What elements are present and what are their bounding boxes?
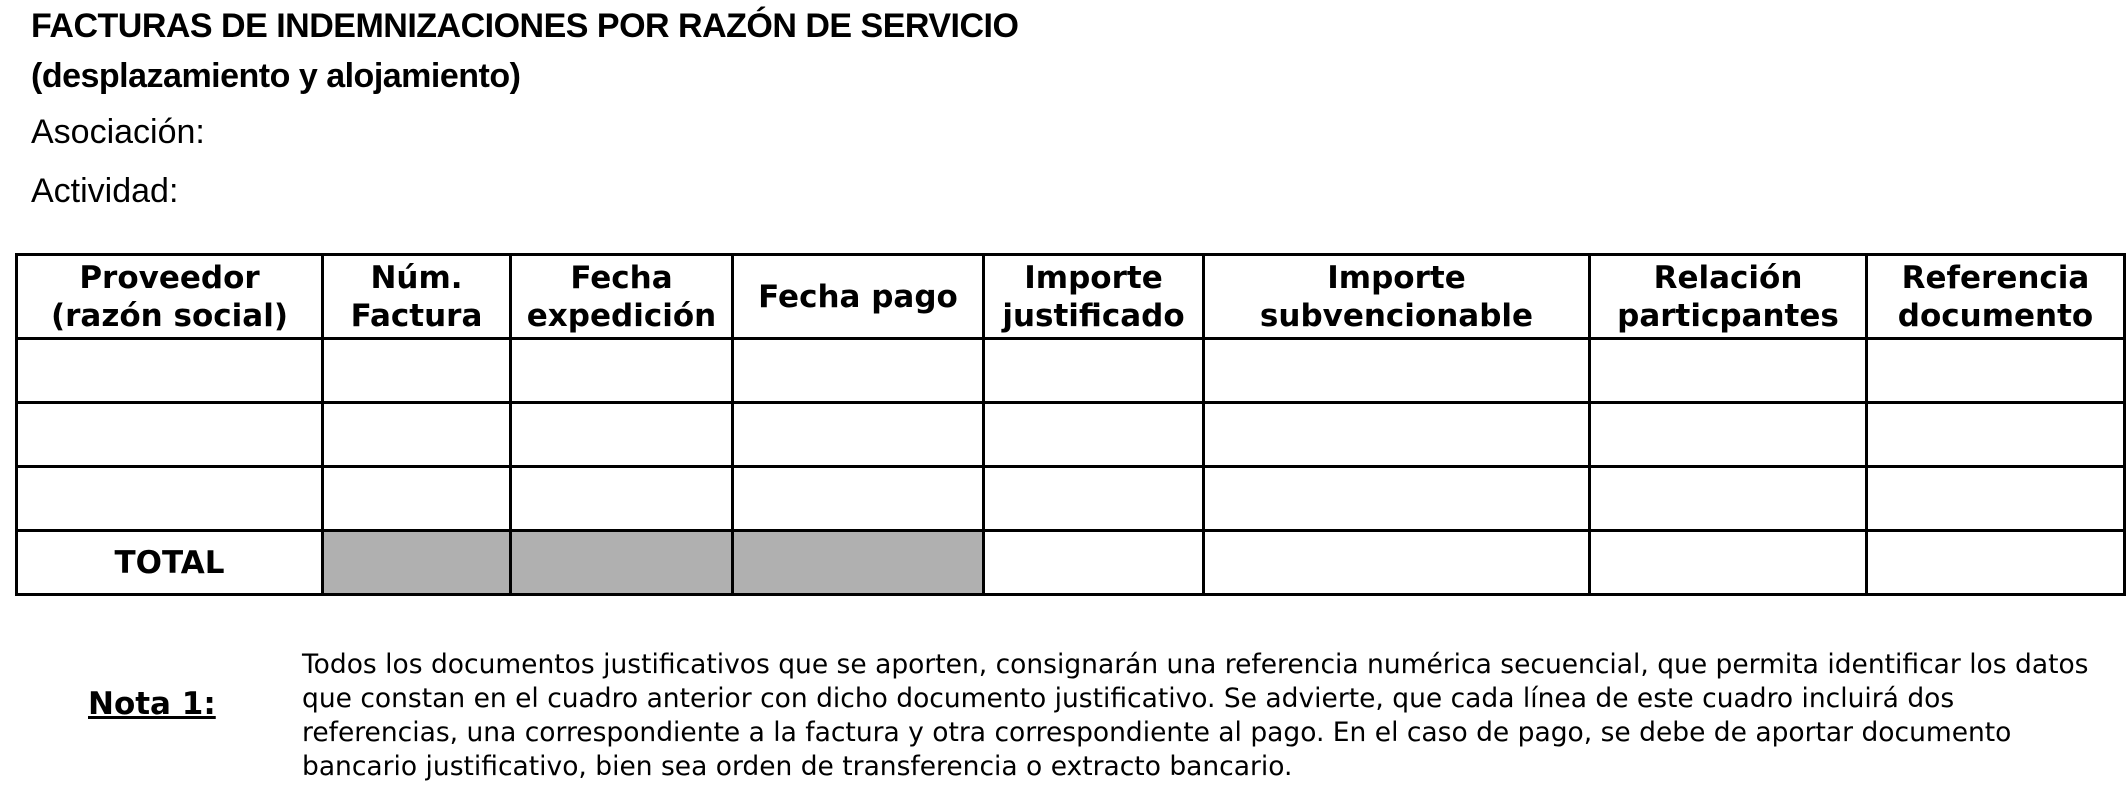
- table-cell[interactable]: [1204, 403, 1590, 467]
- note-text: Todos los documentos justificativos que se aporten, consignarán una referencia numérica secuencial, que permita identificar los datos que constan en el cuadro anterior con dicho documento justificativo. Se advierte, que cada línea de este cuadro incluirá dos referencias, una correspondiente a la factura y otra correspondiente al pago. En el caso de pago, se debe de aportar documento bancario justificativo, bien sea orden de transferencia o extracto bancario.: [302, 649, 2089, 782]
- table-cell[interactable]: [511, 403, 733, 467]
- table-cell[interactable]: [1590, 339, 1867, 403]
- total-importe-subvencionable-cell[interactable]: [1204, 531, 1590, 595]
- header-fecha-expedicion: Fecha expedición: [511, 255, 733, 339]
- header-importe-subvencionable: Importe subvencionable: [1204, 255, 1590, 339]
- total-shaded-cell: [511, 531, 733, 595]
- invoice-table: [15, 253, 2126, 596]
- table-cell[interactable]: [511, 467, 733, 531]
- table-row: [17, 403, 2125, 467]
- table-cell[interactable]: [733, 339, 984, 403]
- table-cell[interactable]: [733, 403, 984, 467]
- total-importe-justificado-cell[interactable]: [984, 531, 1204, 595]
- activity-label: Actividad:: [31, 172, 179, 210]
- header-proveedor: Proveedor (razón social): [17, 255, 323, 339]
- table-row: [17, 467, 2125, 531]
- table-cell[interactable]: [17, 403, 323, 467]
- table-cell[interactable]: [1590, 467, 1867, 531]
- table-cell[interactable]: [984, 403, 1204, 467]
- total-shaded-cell: [323, 531, 511, 595]
- table-cell[interactable]: [17, 339, 323, 403]
- header-importe-justificado: Importe justificado: [984, 255, 1204, 339]
- table-cell[interactable]: [323, 339, 511, 403]
- total-relacion-cell[interactable]: [1590, 531, 1867, 595]
- note-label: Nota 1:: [88, 686, 216, 722]
- table-cell[interactable]: [323, 467, 511, 531]
- table-cell[interactable]: [1204, 339, 1590, 403]
- document-title: FACTURAS DE INDEMNIZACIONES POR RAZÓN DE SERVICIO: [31, 7, 1019, 45]
- table-cell[interactable]: [1590, 403, 1867, 467]
- document-subtitle: (desplazamiento y alojamiento): [31, 57, 521, 95]
- table-cell[interactable]: [17, 467, 323, 531]
- table-cell[interactable]: [1204, 467, 1590, 531]
- table-cell[interactable]: [984, 467, 1204, 531]
- total-row: [17, 531, 2125, 595]
- association-label: Asociación:: [31, 113, 205, 151]
- table-row: [17, 339, 2125, 403]
- header-referencia-documento: Referencia documento: [1867, 255, 2125, 339]
- table-cell[interactable]: [733, 467, 984, 531]
- table-cell[interactable]: [511, 339, 733, 403]
- table-cell[interactable]: [1867, 467, 2125, 531]
- total-shaded-cell: [733, 531, 984, 595]
- table-cell[interactable]: [984, 339, 1204, 403]
- table-cell[interactable]: [323, 403, 511, 467]
- table-cell[interactable]: [1867, 339, 2125, 403]
- header-fecha-pago: Fecha pago: [733, 255, 984, 339]
- total-referencia-cell[interactable]: [1867, 531, 2125, 595]
- header-num-factura: Núm. Factura: [323, 255, 511, 339]
- total-label: TOTAL: [17, 531, 323, 595]
- table-header-row: [17, 255, 2125, 339]
- header-relacion-participantes: Relación particpantes: [1590, 255, 1867, 339]
- table-cell[interactable]: [1867, 403, 2125, 467]
